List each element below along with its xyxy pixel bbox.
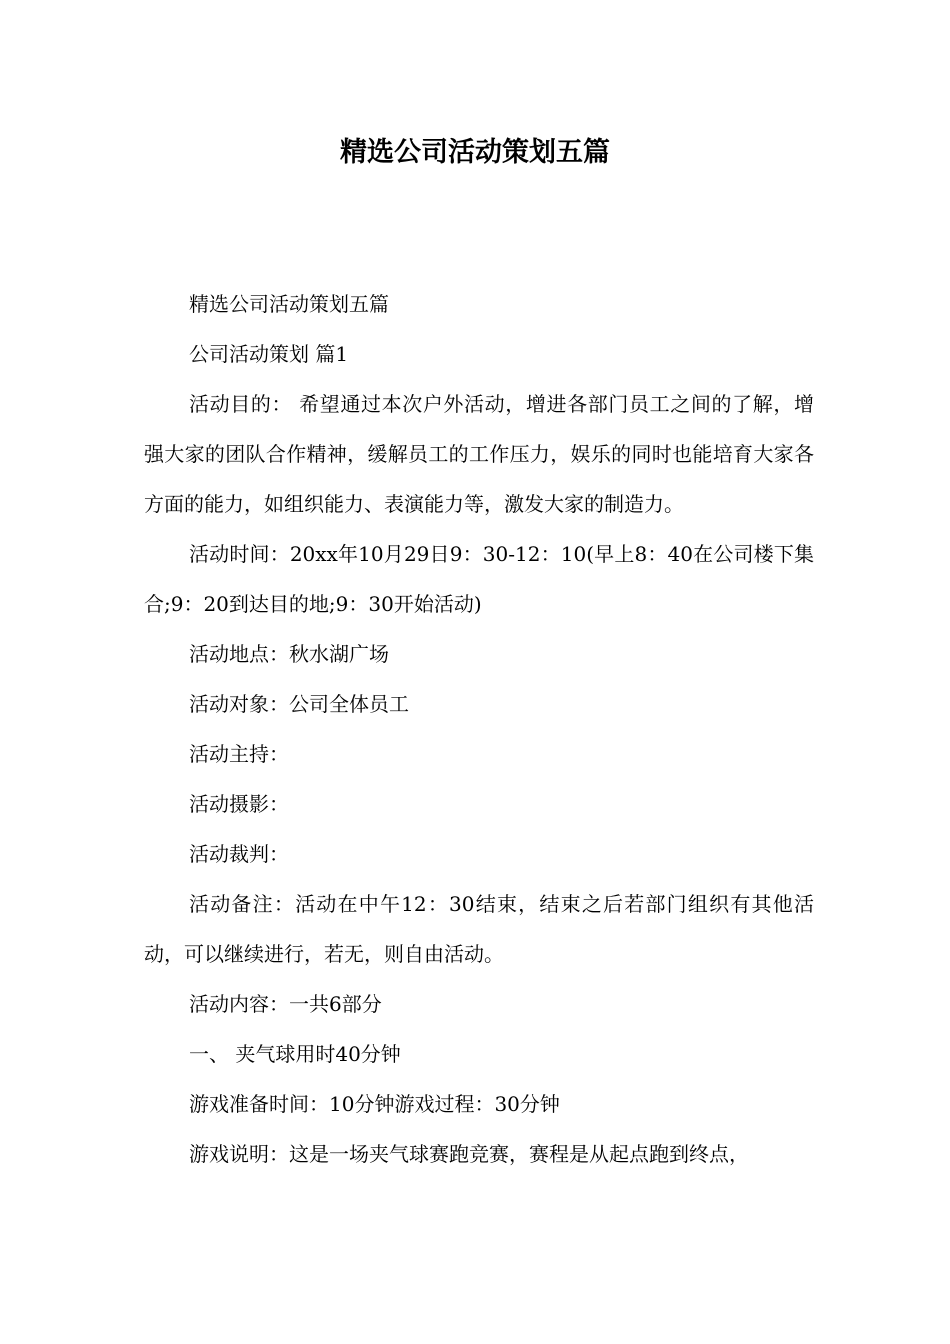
paragraph-activity-host: 活动主持： <box>189 742 289 766</box>
paragraph-activity-participants: 活动对象：公司全体员工 <box>189 692 409 716</box>
paragraph-subtitle: 精选公司活动策划五篇 <box>189 292 389 316</box>
paragraph-section-heading: 公司活动策划 篇1 <box>189 342 349 366</box>
paragraph-activity-purpose: 活动目的： 希望通过本次户外活动，增进各部门员工之间的了解，增强大家的团队合作精神，缓解员工的工作压力，娱乐的同时也能培育大家各方面的能力，如组织能力、表演能力等，激发大家的制造力。 <box>144 392 814 516</box>
paragraph-activity-content: 活动内容：一共6部分 <box>189 992 382 1016</box>
paragraph-activity-notes: 活动备注：活动在中午12：30结束，结束之后若部门组织有其他活动，可以继续进行，若无，则自由活动。 <box>144 892 814 966</box>
paragraph-activity-time: 活动时间：20xx年10月29日9：30-12：10(早上8：40在公司楼下集合;9：20到达目的地;9：30开始活动) <box>144 542 814 616</box>
paragraph-game-one-heading: 一、 夹气球用时40分钟 <box>189 1042 401 1066</box>
document-title: 精选公司活动策划五篇 <box>340 137 610 168</box>
paragraph-activity-location: 活动地点：秋水湖广场 <box>189 642 389 666</box>
paragraph-game-prep-time: 游戏准备时间：10分钟游戏过程：30分钟 <box>189 1092 560 1116</box>
document-body <box>144 279 814 1179</box>
paragraph-game-description: 游戏说明：这是一场夹气球赛跑竞赛，赛程是从起点跑到终点， <box>189 1142 749 1166</box>
paragraph-activity-photography: 活动摄影： <box>189 792 289 816</box>
paragraph-activity-referee: 活动裁判： <box>189 842 289 866</box>
